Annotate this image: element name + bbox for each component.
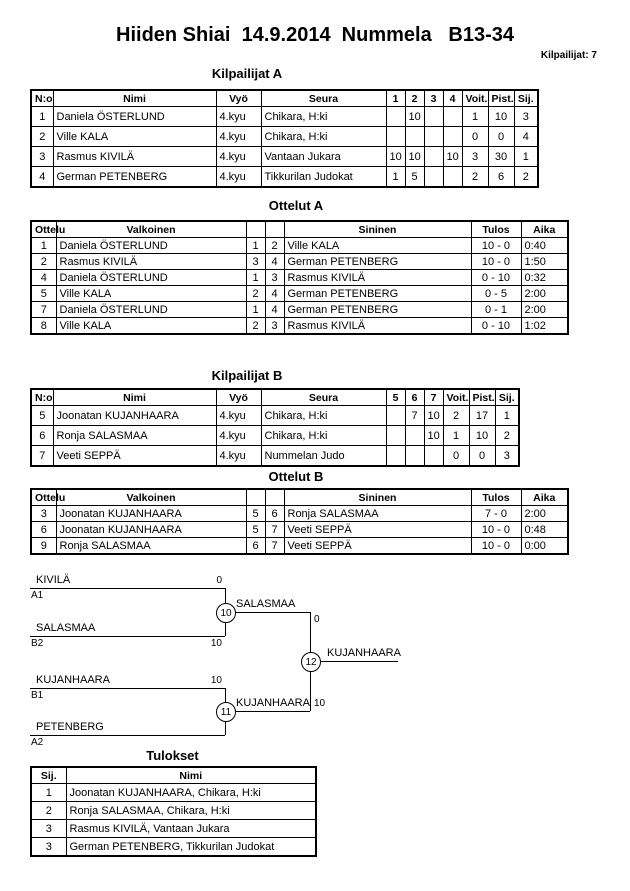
column-header: 4 (443, 90, 462, 107)
table-row (31, 318, 568, 335)
table-cell: 3 (31, 838, 66, 857)
tulokset-table (30, 766, 317, 857)
column-header (265, 489, 284, 506)
table-cell (386, 127, 405, 147)
table-cell: Chikara, H:ki (261, 426, 386, 446)
bracket-seed: B2 (31, 638, 44, 649)
table-cell (443, 167, 462, 188)
table-cell: 4 (265, 302, 284, 318)
table-row (31, 127, 538, 147)
table-body (31, 506, 568, 555)
table-cell: 0 (469, 446, 495, 467)
column-header: Vyö (216, 90, 261, 107)
bracket-line (30, 588, 225, 589)
column-header: Sij. (31, 767, 66, 784)
bracket-player-name: KIVILÄ (36, 574, 71, 586)
table-cell: 4 (31, 270, 56, 286)
table-cell: Rasmus KIVILÄ (284, 318, 471, 335)
table-cell: 4.kyu (216, 426, 261, 446)
table-cell (443, 127, 462, 147)
column-header: 3 (424, 90, 443, 107)
column-header: Valkoinen (56, 221, 246, 238)
bracket-line (30, 636, 225, 637)
column-header: N:o (31, 90, 53, 107)
kilpailijat-a-table (30, 89, 539, 188)
table-cell: 4 (265, 286, 284, 302)
table-cell: 6 (31, 522, 56, 538)
bracket-player-name: SALASMAA (36, 622, 96, 634)
column-header: Voit. (462, 90, 488, 107)
table-cell: Veeti SEPPÄ (53, 446, 216, 467)
table-cell: Ronja SALASMAA, Chikara, H:ki (66, 802, 316, 820)
table-row (31, 446, 519, 467)
kilpailijat-b-table (30, 388, 520, 467)
match-number-circle: 11 (216, 702, 236, 722)
section-heading-kilpailijat-a: Kilpailijat A (211, 66, 283, 81)
table-row (31, 426, 519, 446)
table-cell (424, 127, 443, 147)
table-row (31, 270, 568, 286)
table-cell: 2 (31, 127, 53, 147)
table-cell: 2:00 (521, 286, 568, 302)
table-cell: 3 (31, 147, 53, 167)
table-cell: 1:02 (521, 318, 568, 335)
table-cell: 0 - 10 (471, 318, 521, 335)
table-cell: 3 (495, 446, 519, 467)
table-cell: 10 (386, 147, 405, 167)
table-cell: 4.kyu (216, 107, 261, 127)
table-cell: 2:00 (521, 302, 568, 318)
column-header: 6 (405, 389, 424, 406)
bracket-winner-name: KUJANHAARA (327, 647, 401, 659)
table-cell: 5 (405, 167, 424, 188)
medal-bracket (0, 570, 630, 760)
table-cell: 3 (462, 147, 488, 167)
table-cell: Ville KALA (56, 286, 246, 302)
column-header (246, 221, 265, 238)
bracket-player-name: PETENBERG (36, 721, 104, 733)
column-header: Seura (261, 389, 386, 406)
table-cell: 4.kyu (216, 446, 261, 467)
table-cell: 1 (514, 147, 538, 167)
table-cell (424, 147, 443, 167)
table-cell: 5 (31, 406, 53, 426)
bracket-winner-line (225, 711, 310, 712)
table-cell: 10 - 0 (471, 522, 521, 538)
table-cell: 4.kyu (216, 147, 261, 167)
table-cell: 1 (443, 426, 469, 446)
table-body (31, 406, 519, 467)
table-row (31, 167, 538, 188)
table-cell: 2 (514, 167, 538, 188)
table-cell (405, 127, 424, 147)
table-cell: Daniela ÖSTERLUND (53, 107, 216, 127)
table-cell: German PETENBERG, Tikkurilan Judokat (66, 838, 316, 857)
table-cell: Ronja SALASMAA (53, 426, 216, 446)
table-cell: Chikara, H:ki (261, 127, 386, 147)
table-cell: 1 (246, 270, 265, 286)
table-cell (386, 406, 405, 426)
section-heading-kilpailijat-b: Kilpailijat B (211, 368, 283, 383)
table-cell: 17 (469, 406, 495, 426)
table-cell (386, 446, 405, 467)
bracket-winner-score: 10 (314, 698, 326, 709)
column-header: 5 (386, 389, 405, 406)
bracket-player-name: KUJANHAARA (36, 674, 110, 686)
table-cell: 6 (246, 538, 265, 555)
table-cell (386, 426, 405, 446)
table-header-row (31, 389, 519, 406)
table-cell: 0:00 (521, 538, 568, 555)
table-cell (405, 426, 424, 446)
section-heading-ottelut-b: Ottelut B (268, 469, 324, 484)
table-cell: 4 (265, 254, 284, 270)
table-cell: Joonatan KUJANHAARA (53, 406, 216, 426)
table-cell: 1 (462, 107, 488, 127)
column-header: Voit. (443, 389, 469, 406)
table-cell (424, 446, 443, 467)
table-cell: 3 (514, 107, 538, 127)
column-header: Sininen (284, 489, 471, 506)
column-header: 7 (424, 389, 443, 406)
column-header: Nimi (53, 90, 216, 107)
table-cell: Chikara, H:ki (261, 406, 386, 426)
column-header (265, 221, 284, 238)
table-cell: German PETENBERG (53, 167, 216, 188)
bracket-winner-line (225, 612, 310, 613)
table-cell: 9 (31, 538, 56, 555)
table-cell: 4.kyu (216, 406, 261, 426)
table-cell: 7 (405, 406, 424, 426)
bracket-score: 10 (210, 638, 222, 649)
table-cell: Veeti SEPPÄ (284, 522, 471, 538)
table-cell: 7 (265, 522, 284, 538)
bracket-seed: A2 (31, 737, 44, 748)
bracket-score: 0 (216, 575, 222, 586)
column-header: Nimi (53, 389, 216, 406)
participants-count: Kilpailijat: 7 (540, 50, 597, 61)
table-cell: Ville KALA (53, 127, 216, 147)
table-cell: 3 (265, 318, 284, 335)
table-cell: 2 (31, 254, 56, 270)
table-cell: Vantaan Jukara (261, 147, 386, 167)
table-cell: 7 (31, 446, 53, 467)
table-cell: 10 (488, 107, 514, 127)
table-cell: 3 (265, 270, 284, 286)
table-cell: 3 (31, 506, 56, 522)
table-cell: Rasmus KIVILÄ, Vantaan Jukara (66, 820, 316, 838)
table-row (31, 784, 316, 802)
column-header: Tulos (471, 221, 521, 238)
table-cell (424, 167, 443, 188)
table-cell: 7 - 0 (471, 506, 521, 522)
table-cell: 6 (488, 167, 514, 188)
table-header-row (31, 90, 538, 107)
table-cell: 8 (31, 318, 56, 335)
table-cell: 2:00 (521, 506, 568, 522)
table-cell: Joonatan KUJANHAARA (56, 522, 246, 538)
table-cell: 5 (246, 506, 265, 522)
bracket-score: 10 (210, 675, 222, 686)
table-cell: 0 - 1 (471, 302, 521, 318)
table-cell (424, 107, 443, 127)
column-header: Vyö (216, 389, 261, 406)
table-cell: Daniela ÖSTERLUND (56, 238, 246, 254)
column-header: Pist. (469, 389, 495, 406)
table-cell: 2 (246, 318, 265, 335)
ottelut-b-table (30, 488, 569, 555)
table-cell (443, 107, 462, 127)
table-cell: 1 (31, 107, 53, 127)
table-cell: 10 (424, 406, 443, 426)
table-cell: 2 (462, 167, 488, 188)
table-row (31, 302, 568, 318)
column-header: Nimi (66, 767, 316, 784)
column-header: Pist. (488, 90, 514, 107)
table-cell: 10 (424, 426, 443, 446)
table-header-row (31, 767, 316, 784)
table-row (31, 506, 568, 522)
table-row (31, 147, 538, 167)
table-cell: 1 (31, 784, 66, 802)
table-cell: 4 (31, 167, 53, 188)
table-row (31, 522, 568, 538)
column-header: Seura (261, 90, 386, 107)
table-cell: 30 (488, 147, 514, 167)
table-cell: German PETENBERG (284, 302, 471, 318)
bracket-winner-name: KUJANHAARA (236, 697, 310, 709)
table-cell: 1 (246, 238, 265, 254)
column-header: Ottelu (31, 221, 56, 238)
table-cell: Ronja SALASMAA (56, 538, 246, 555)
table-cell: 1:50 (521, 254, 568, 270)
table-cell (405, 446, 424, 467)
table-cell: 2 (246, 286, 265, 302)
table-row (31, 838, 316, 857)
table-cell: 4.kyu (216, 127, 261, 147)
column-header: Sininen (284, 221, 471, 238)
table-cell: Tikkurilan Judokat (261, 167, 386, 188)
section-heading-tulokset: Tulokset (146, 748, 199, 763)
table-cell: 0 (443, 446, 469, 467)
table-body (31, 238, 568, 335)
column-header: Aika (521, 221, 568, 238)
bracket-winner-line (310, 661, 398, 662)
table-cell: 10 - 0 (471, 254, 521, 270)
column-header: 1 (386, 90, 405, 107)
table-cell: 10 - 0 (471, 538, 521, 555)
table-cell: 0:40 (521, 238, 568, 254)
table-cell: 1 (31, 238, 56, 254)
table-cell: 7 (265, 538, 284, 555)
table-cell: 0 (488, 127, 514, 147)
table-cell: 1 (246, 302, 265, 318)
table-cell: Ronja SALASMAA (284, 506, 471, 522)
bracket-seed: B1 (31, 690, 44, 701)
table-cell: 2 (443, 406, 469, 426)
section-heading-ottelut-a: Ottelut A (268, 198, 324, 213)
column-header: Tulos (471, 489, 521, 506)
table-cell: Joonatan KUJANHAARA, Chikara, H:ki (66, 784, 316, 802)
match-number-circle: 12 (301, 652, 321, 672)
column-header: Sij. (495, 389, 519, 406)
table-cell: 2 (265, 238, 284, 254)
table-cell: 3 (31, 820, 66, 838)
table-header-row (31, 489, 568, 506)
table-cell: 10 (405, 107, 424, 127)
bracket-line (30, 735, 225, 736)
bracket-winner-score: 0 (314, 614, 320, 625)
table-cell: 6 (265, 506, 284, 522)
column-header: Valkoinen (56, 489, 246, 506)
table-cell: 6 (31, 426, 53, 446)
table-row (31, 802, 316, 820)
table-cell: Ville KALA (56, 318, 246, 335)
ottelut-a-table (30, 220, 569, 335)
bracket-winner-name: SALASMAA (236, 598, 296, 610)
table-cell: 10 (469, 426, 495, 446)
column-header: 2 (405, 90, 424, 107)
table-cell: 5 (246, 522, 265, 538)
bracket-line (30, 688, 225, 689)
table-row (31, 254, 568, 270)
table-cell: Rasmus KIVILÄ (284, 270, 471, 286)
table-cell: Joonatan KUJANHAARA (56, 506, 246, 522)
table-cell: 4.kyu (216, 167, 261, 188)
page-title: Hiiden Shiai 14.9.2014 Nummela B13-34 (116, 24, 514, 46)
table-cell: 0 (462, 127, 488, 147)
table-cell: 3 (246, 254, 265, 270)
table-cell: 1 (495, 406, 519, 426)
table-cell: 0 - 10 (471, 270, 521, 286)
table-row (31, 107, 538, 127)
table-cell: 2 (495, 426, 519, 446)
match-number-circle: 10 (216, 603, 236, 623)
table-cell: 4 (514, 127, 538, 147)
column-header: Ottelu (31, 489, 56, 506)
table-cell: German PETENBERG (284, 254, 471, 270)
column-header: N:o (31, 389, 53, 406)
table-cell (386, 107, 405, 127)
table-cell: Nummelan Judo (261, 446, 386, 467)
table-cell: 10 (443, 147, 462, 167)
table-cell: Rasmus KIVILÄ (53, 147, 216, 167)
table-header-row (31, 221, 568, 238)
table-cell: German PETENBERG (284, 286, 471, 302)
table-cell: Daniela ÖSTERLUND (56, 270, 246, 286)
table-cell: 1 (386, 167, 405, 188)
table-row (31, 238, 568, 254)
column-header (246, 489, 265, 506)
table-cell: 0 - 5 (471, 286, 521, 302)
column-header: Sij. (514, 90, 538, 107)
table-cell: 0:48 (521, 522, 568, 538)
table-cell: 2 (31, 802, 66, 820)
table-row (31, 286, 568, 302)
table-row (31, 820, 316, 838)
table-cell: Ville KALA (284, 238, 471, 254)
column-header: Aika (521, 489, 568, 506)
bracket-seed: A1 (31, 590, 44, 601)
table-cell: 10 - 0 (471, 238, 521, 254)
table-cell: Daniela ÖSTERLUND (56, 302, 246, 318)
table-cell: Chikara, H:ki (261, 107, 386, 127)
table-cell: Veeti SEPPÄ (284, 538, 471, 555)
table-body (31, 107, 538, 188)
table-cell: 0:32 (521, 270, 568, 286)
table-row (31, 406, 519, 426)
table-cell: Rasmus KIVILÄ (56, 254, 246, 270)
table-cell: 5 (31, 286, 56, 302)
table-body (31, 784, 316, 857)
table-cell: 7 (31, 302, 56, 318)
table-cell: 10 (405, 147, 424, 167)
table-row (31, 538, 568, 555)
